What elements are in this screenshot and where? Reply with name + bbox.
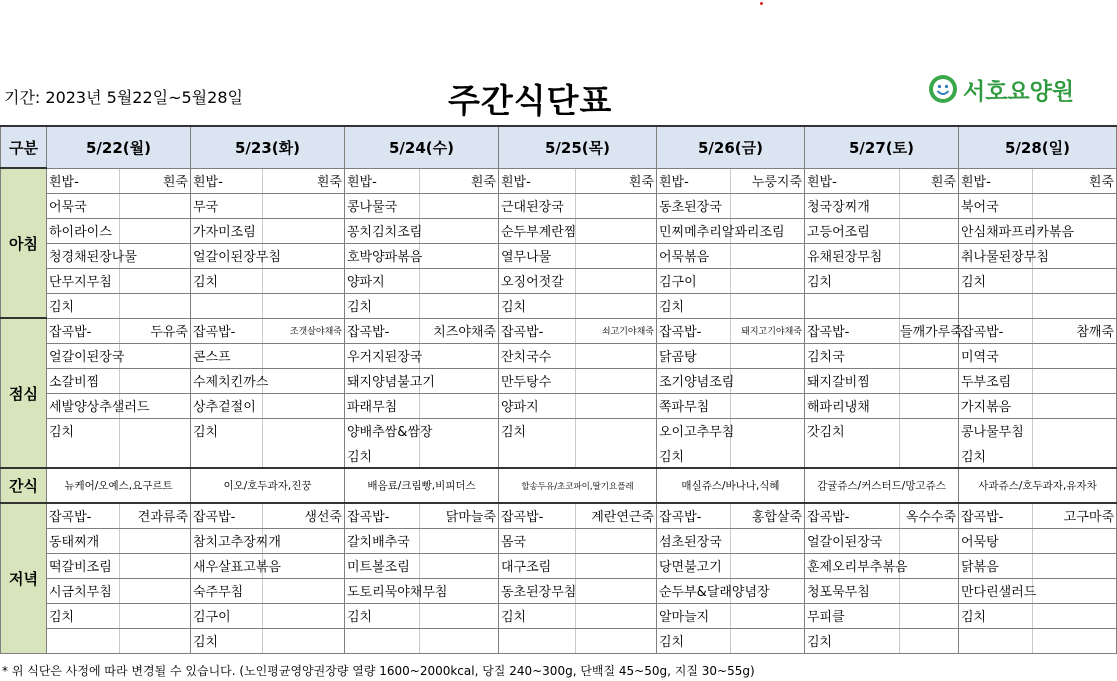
dish-cell: 열무나물 <box>499 243 576 268</box>
dish-cell: 해파리냉채 <box>805 393 900 418</box>
dish-cell: 김치 <box>191 268 263 293</box>
dish-side-cell <box>420 603 499 628</box>
dish-side-cell <box>420 193 499 218</box>
porridge-cell: 생선죽 <box>263 503 345 528</box>
dish-cell: 호박양파볶음 <box>345 243 420 268</box>
dish-cell: 미역국 <box>959 343 1033 368</box>
rice-cell: 흰밥- <box>499 168 576 193</box>
snack-label: 간식 <box>1 468 47 503</box>
dish-cell: 양배추쌈&쌈장 <box>345 418 420 443</box>
porridge-cell: 흰죽 <box>263 168 345 193</box>
rice-cell: 잡곡밥- <box>345 318 420 343</box>
dinner-dish-row <box>1 578 1117 603</box>
dish-side-cell <box>576 443 657 468</box>
dish-cell: 잔치국수 <box>499 343 576 368</box>
rice-cell: 잡곡밥- <box>47 318 120 343</box>
porridge-cell: 닭마늘죽 <box>420 503 499 528</box>
snack-cell: 할송두유/초코파이,딸기요플레 <box>499 468 657 503</box>
dish-side-cell <box>731 603 805 628</box>
dish-cell: 김치 <box>499 418 576 443</box>
porridge-cell: 참깨죽 <box>1033 318 1117 343</box>
porridge-cell: 흰죽 <box>420 168 499 193</box>
dish-side-cell <box>1033 443 1117 468</box>
dish-cell: 하이라이스 <box>47 218 120 243</box>
rice-cell: 흰밥- <box>657 168 731 193</box>
dish-cell: 수제치킨까스 <box>191 368 263 393</box>
dish-cell: 상추겉절이 <box>191 393 263 418</box>
dish-side-cell <box>420 268 499 293</box>
dish-cell: 섬초된장국 <box>657 528 731 553</box>
rice-cell: 잡곡밥- <box>47 503 120 528</box>
dish-side-cell <box>120 418 191 443</box>
dish-cell: 김치 <box>959 443 1033 468</box>
day-header: 5/26(금) <box>657 126 805 168</box>
dish-cell: 단무지무침 <box>47 268 120 293</box>
dish-side-cell <box>420 528 499 553</box>
snack-cell: 매실쥬스/바나나,식혜 <box>657 468 805 503</box>
porridge-cell: 고구마죽 <box>1033 503 1117 528</box>
rice-cell: 흰밥- <box>805 168 900 193</box>
dish-side-cell <box>120 193 191 218</box>
dish-cell: 도토리묵야채무침 <box>345 578 420 603</box>
dish-cell: 김구이 <box>657 268 731 293</box>
dish-side-cell <box>120 268 191 293</box>
footnote: * 위 식단은 사정에 따라 변경될 수 있습니다. (노인평균영양권장량 열량 1600~2000kcal, 당질 240~300g, 단백질 45~50g, 지질 30~55g) <box>2 664 755 678</box>
porridge-cell: 흰죽 <box>120 168 191 193</box>
dish-cell: 훈제오리부추볶음 <box>805 553 900 578</box>
dish-cell: 어묵국 <box>47 193 120 218</box>
dish-side-cell <box>731 293 805 318</box>
dish-side-cell <box>576 418 657 443</box>
menu-header <box>0 63 1116 125</box>
dinner-dish-row <box>1 603 1117 628</box>
lunch-dish-row <box>1 368 1117 393</box>
dinner-dish-row <box>1 628 1117 653</box>
dish-side-cell <box>576 528 657 553</box>
dish-side-cell <box>1033 293 1117 318</box>
dish-cell <box>47 628 120 653</box>
day-header-row <box>1 126 1117 168</box>
dish-side-cell <box>576 268 657 293</box>
porridge-cell: 치즈야채죽 <box>420 318 499 343</box>
dish-side-cell <box>420 218 499 243</box>
dish-cell: 만두탕수 <box>499 368 576 393</box>
dish-cell: 김치 <box>959 603 1033 628</box>
lunch-dish-row <box>1 343 1117 368</box>
dish-side-cell <box>1033 368 1117 393</box>
dish-side-cell <box>420 553 499 578</box>
rice-cell: 잡곡밥- <box>191 318 263 343</box>
dish-cell: 김치 <box>191 418 263 443</box>
dish-cell: 우거지된장국 <box>345 343 420 368</box>
dish-cell: 순두부계란찜 <box>499 218 576 243</box>
dish-side-cell <box>900 193 959 218</box>
dish-cell <box>191 443 263 468</box>
dish-side-cell <box>576 603 657 628</box>
dish-cell: 파래무침 <box>345 393 420 418</box>
rice-cell: 잡곡밥- <box>499 318 576 343</box>
dish-side-cell <box>263 393 345 418</box>
dish-cell: 김치 <box>191 628 263 653</box>
snack-row <box>1 468 1117 503</box>
dinner-main-row <box>1 503 1117 528</box>
dish-cell: 꽁치김치조림 <box>345 218 420 243</box>
dish-side-cell <box>1033 343 1117 368</box>
dish-side-cell <box>263 418 345 443</box>
porridge-cell: 돼지고기야채죽 <box>731 318 805 343</box>
dinner-label: 저녁 <box>1 503 47 653</box>
dish-side-cell <box>420 343 499 368</box>
dish-side-cell <box>900 343 959 368</box>
dish-side-cell <box>1033 528 1117 553</box>
dish-side-cell <box>900 603 959 628</box>
dish-side-cell <box>420 443 499 468</box>
dish-side-cell <box>731 343 805 368</box>
red-dot-marker <box>760 2 763 5</box>
dish-side-cell <box>263 343 345 368</box>
dish-cell <box>47 443 120 468</box>
dish-side-cell <box>731 243 805 268</box>
dish-cell: 무피클 <box>805 603 900 628</box>
dish-side-cell <box>900 368 959 393</box>
snack-cell: 뉴케어/오예스,요구르트 <box>47 468 191 503</box>
dish-side-cell <box>263 193 345 218</box>
porridge-cell: 누룽지죽 <box>731 168 805 193</box>
dish-cell: 김치국 <box>805 343 900 368</box>
dish-side-cell <box>900 418 959 443</box>
lunch-main-row <box>1 318 1117 343</box>
dish-side-cell <box>120 603 191 628</box>
dish-cell <box>499 628 576 653</box>
dish-cell: 몸국 <box>499 528 576 553</box>
dish-side-cell <box>1033 628 1117 653</box>
dish-side-cell <box>731 393 805 418</box>
dish-side-cell <box>120 293 191 318</box>
brand-logo <box>928 73 1074 105</box>
dish-side-cell <box>120 578 191 603</box>
rice-cell: 잡곡밥- <box>499 503 576 528</box>
dish-side-cell <box>900 553 959 578</box>
dish-cell: 김치 <box>47 603 120 628</box>
dish-cell: 김치 <box>805 268 900 293</box>
dish-cell: 시금치무침 <box>47 578 120 603</box>
dish-cell: 김구이 <box>191 603 263 628</box>
dish-cell: 쪽파무침 <box>657 393 731 418</box>
snack-cell: 감귤쥬스/커스터드/망고쥬스 <box>805 468 959 503</box>
rice-cell: 잡곡밥- <box>959 318 1033 343</box>
porridge-cell: 두유죽 <box>120 318 191 343</box>
dish-side-cell <box>900 528 959 553</box>
dish-cell: 콘스프 <box>191 343 263 368</box>
porridge-cell: 홍합살죽 <box>731 503 805 528</box>
dish-side-cell <box>576 628 657 653</box>
dish-side-cell <box>120 628 191 653</box>
dish-side-cell <box>900 443 959 468</box>
dish-cell: 김치 <box>959 268 1033 293</box>
rice-cell: 흰밥- <box>345 168 420 193</box>
dish-cell: 갓김치 <box>805 418 900 443</box>
dish-side-cell <box>900 268 959 293</box>
corner-label: 구분 <box>1 126 47 168</box>
dish-cell <box>959 293 1033 318</box>
dish-cell: 돼지양념불고기 <box>345 368 420 393</box>
dish-cell: 유채된장무침 <box>805 243 900 268</box>
dish-cell: 김치 <box>657 443 731 468</box>
dish-cell: 소갈비찜 <box>47 368 120 393</box>
dish-side-cell <box>1033 193 1117 218</box>
dish-side-cell <box>900 393 959 418</box>
dish-side-cell <box>120 528 191 553</box>
dish-cell: 근대된장국 <box>499 193 576 218</box>
dish-side-cell <box>731 368 805 393</box>
dish-side-cell <box>1033 268 1117 293</box>
dish-side-cell <box>576 293 657 318</box>
dish-cell: 떡갈비조림 <box>47 553 120 578</box>
dish-side-cell <box>263 628 345 653</box>
dish-side-cell <box>576 578 657 603</box>
dish-cell: 고등어조림 <box>805 218 900 243</box>
rice-cell: 흰밥- <box>47 168 120 193</box>
dish-cell: 민찌메추리알꽈리조림 <box>657 218 731 243</box>
dish-cell: 순두부&달래양념장 <box>657 578 731 603</box>
dish-side-cell <box>120 218 191 243</box>
dish-cell: 김치 <box>499 293 576 318</box>
dish-side-cell <box>420 243 499 268</box>
dish-cell: 청국장찌개 <box>805 193 900 218</box>
dish-cell: 참치고추장찌개 <box>191 528 263 553</box>
snack-cell: 배음료/크림빵,비피더스 <box>345 468 499 503</box>
dish-cell: 숙주무침 <box>191 578 263 603</box>
breakfast-dish-row <box>1 193 1117 218</box>
day-header: 5/24(수) <box>345 126 499 168</box>
dish-side-cell <box>1033 603 1117 628</box>
dish-side-cell <box>576 193 657 218</box>
dish-side-cell <box>576 218 657 243</box>
dish-cell <box>499 443 576 468</box>
dish-cell: 안심채파프리카볶음 <box>959 218 1033 243</box>
dish-cell: 김치 <box>345 443 420 468</box>
dish-cell: 김치 <box>499 603 576 628</box>
dish-side-cell <box>263 218 345 243</box>
dish-cell: 만다린샐러드 <box>959 578 1033 603</box>
page-title: 주간식단표 <box>448 81 613 120</box>
dish-cell: 김치 <box>47 418 120 443</box>
rice-cell: 잡곡밥- <box>345 503 420 528</box>
dish-side-cell <box>576 368 657 393</box>
dish-side-cell <box>120 443 191 468</box>
dish-side-cell <box>576 553 657 578</box>
dish-side-cell <box>263 443 345 468</box>
dish-side-cell <box>900 218 959 243</box>
breakfast-dish-row <box>1 293 1117 318</box>
brand-name: 서호요양원 <box>963 78 1075 105</box>
rice-cell: 흰밥- <box>959 168 1033 193</box>
dish-cell: 대구조림 <box>499 553 576 578</box>
day-header: 5/23(화) <box>191 126 345 168</box>
dish-cell: 가자미조림 <box>191 218 263 243</box>
dish-side-cell <box>263 268 345 293</box>
breakfast-dish-row <box>1 218 1117 243</box>
dish-cell: 미트볼조림 <box>345 553 420 578</box>
porridge-cell: 계란연근죽 <box>576 503 657 528</box>
dish-cell: 갈치배추국 <box>345 528 420 553</box>
dish-cell: 청경채된장나물 <box>47 243 120 268</box>
dish-side-cell <box>900 293 959 318</box>
dish-cell: 콩나물국 <box>345 193 420 218</box>
dish-cell: 양파지 <box>345 268 420 293</box>
rice-cell: 잡곡밥- <box>657 503 731 528</box>
rice-cell: 잡곡밥- <box>191 503 263 528</box>
dish-side-cell <box>731 193 805 218</box>
dish-cell: 어묵탕 <box>959 528 1033 553</box>
dish-side-cell <box>120 368 191 393</box>
dish-cell: 김치 <box>657 293 731 318</box>
dish-side-cell <box>731 268 805 293</box>
dish-cell: 당면불고기 <box>657 553 731 578</box>
dish-side-cell <box>1033 418 1117 443</box>
dish-side-cell <box>731 443 805 468</box>
dish-cell: 청포묵무침 <box>805 578 900 603</box>
dish-side-cell <box>120 343 191 368</box>
breakfast-dish-row <box>1 268 1117 293</box>
dish-side-cell <box>731 418 805 443</box>
dish-cell: 새우살표고볶음 <box>191 553 263 578</box>
dish-cell: 김치 <box>345 293 420 318</box>
day-header: 5/27(토) <box>805 126 959 168</box>
dish-cell: 무국 <box>191 193 263 218</box>
dish-cell <box>191 293 263 318</box>
dish-cell: 동초된장무침 <box>499 578 576 603</box>
dish-side-cell <box>120 553 191 578</box>
breakfast-label: 아침 <box>1 168 47 318</box>
dish-cell: 돼지갈비찜 <box>805 368 900 393</box>
lunch-dish-row <box>1 418 1117 443</box>
dish-cell: 얼갈이된장국 <box>47 343 120 368</box>
dish-side-cell <box>1033 393 1117 418</box>
snack-cell: 사과쥬스/호두과자,유자차 <box>959 468 1117 503</box>
porridge-cell: 흰죽 <box>900 168 959 193</box>
dish-cell: 김치 <box>47 293 120 318</box>
dish-side-cell <box>1033 578 1117 603</box>
rice-cell: 잡곡밥- <box>805 318 900 343</box>
dish-side-cell <box>576 343 657 368</box>
dish-cell: 김치 <box>657 628 731 653</box>
porridge-cell: 흰죽 <box>576 168 657 193</box>
dish-side-cell <box>420 393 499 418</box>
porridge-cell: 쇠고기야채죽 <box>576 318 657 343</box>
dish-side-cell <box>576 243 657 268</box>
dish-cell <box>805 293 900 318</box>
smiley-icon <box>928 74 958 104</box>
dish-cell: 김치 <box>345 603 420 628</box>
dish-side-cell <box>420 293 499 318</box>
dish-cell: 조기양념조림 <box>657 368 731 393</box>
dish-side-cell <box>900 628 959 653</box>
dish-side-cell <box>263 603 345 628</box>
day-header: 5/22(월) <box>47 126 191 168</box>
dish-cell: 오징어젓갈 <box>499 268 576 293</box>
dish-cell: 얼갈이된장국 <box>805 528 900 553</box>
dish-side-cell <box>263 578 345 603</box>
dish-cell: 가지볶음 <box>959 393 1033 418</box>
dish-cell: 동초된장국 <box>657 193 731 218</box>
dish-cell: 북어국 <box>959 193 1033 218</box>
rice-cell: 잡곡밥- <box>959 503 1033 528</box>
dish-cell: 동태찌개 <box>47 528 120 553</box>
dish-cell <box>345 628 420 653</box>
lunch-dish-row <box>1 443 1117 468</box>
dish-cell: 닭볶음 <box>959 553 1033 578</box>
breakfast-main-row <box>1 168 1117 193</box>
day-header: 5/25(목) <box>499 126 657 168</box>
porridge-cell: 견과류죽 <box>120 503 191 528</box>
dish-side-cell <box>1033 553 1117 578</box>
dish-side-cell <box>900 578 959 603</box>
dish-cell: 어묵볶음 <box>657 243 731 268</box>
dish-cell: 콩나물무침 <box>959 418 1033 443</box>
dinner-dish-row <box>1 553 1117 578</box>
dish-cell: 양파지 <box>499 393 576 418</box>
lunch-dish-row <box>1 393 1117 418</box>
porridge-cell: 흰죽 <box>1033 168 1117 193</box>
day-header: 5/28(일) <box>959 126 1117 168</box>
rice-cell: 잡곡밥- <box>657 318 731 343</box>
dish-side-cell <box>900 243 959 268</box>
snack-cell: 이오/호두과자,진꿍 <box>191 468 345 503</box>
porridge-cell: 들깨가루죽 <box>900 318 959 343</box>
dish-cell: 알마늘지 <box>657 603 731 628</box>
dish-cell: 얼갈이된장무침 <box>191 243 263 268</box>
dish-cell: 취나물된장무침 <box>959 243 1033 268</box>
dish-side-cell <box>731 553 805 578</box>
dish-cell <box>959 628 1033 653</box>
dish-cell: 두부조림 <box>959 368 1033 393</box>
dish-side-cell <box>420 628 499 653</box>
dish-cell: 닭곰탕 <box>657 343 731 368</box>
porridge-cell: 옥수수죽 <box>900 503 959 528</box>
dish-side-cell <box>263 368 345 393</box>
rice-cell: 흰밥- <box>191 168 263 193</box>
lunch-label: 점심 <box>1 318 47 468</box>
dish-cell: 김치 <box>805 628 900 653</box>
dish-cell: 오이고추무침 <box>657 418 731 443</box>
porridge-cell: 조갯살야채죽 <box>263 318 345 343</box>
dish-side-cell <box>263 293 345 318</box>
period-text: 기간: 2023년 5월22일~5월28일 <box>4 88 243 107</box>
rice-cell: 잡곡밥- <box>805 503 900 528</box>
breakfast-dish-row <box>1 243 1117 268</box>
dish-cell: 세발양상추샐러드 <box>47 393 120 418</box>
dinner-dish-row <box>1 528 1117 553</box>
dish-side-cell <box>731 628 805 653</box>
dish-side-cell <box>731 528 805 553</box>
dish-cell <box>805 443 900 468</box>
weekly-menu-table <box>0 125 1117 654</box>
dish-side-cell <box>576 393 657 418</box>
